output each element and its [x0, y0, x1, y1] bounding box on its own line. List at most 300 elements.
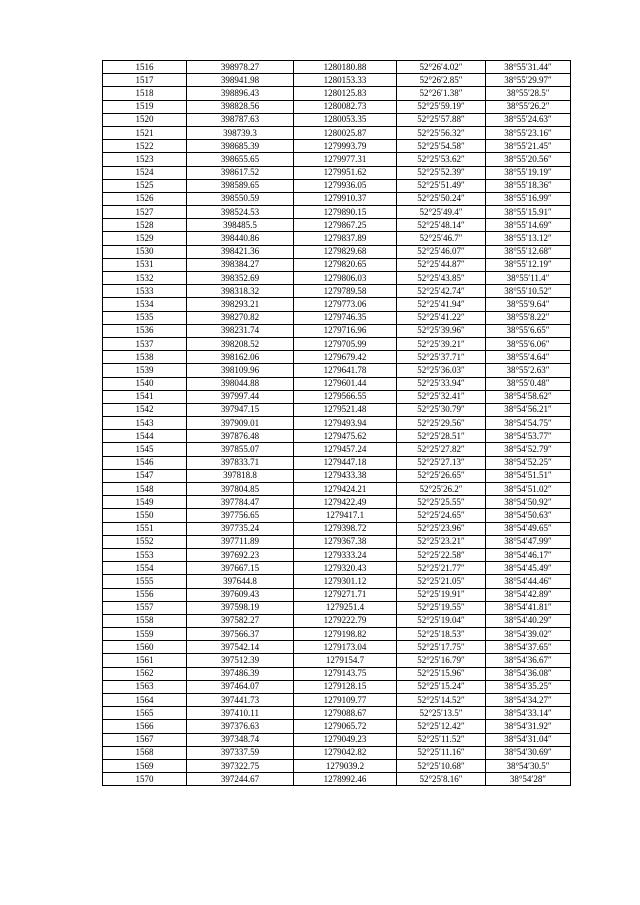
x-coordinate-cell: 398524.53	[187, 206, 294, 219]
longitude-cell: 38°54′41.81″	[486, 601, 571, 614]
latitude-cell: 52°25′23.96″	[397, 522, 486, 535]
latitude-cell: 52°25′30.79″	[397, 403, 486, 416]
x-coordinate-cell: 397376.63	[187, 720, 294, 733]
y-coordinate-cell: 1279042.82	[294, 746, 397, 759]
y-coordinate-cell: 1279143.75	[294, 667, 397, 680]
latitude-cell: 52°25′19.55″	[397, 601, 486, 614]
table-row	[103, 179, 571, 192]
point-number-cell: 1567	[103, 733, 187, 746]
longitude-cell: 38°55′29.97″	[486, 74, 571, 87]
latitude-cell: 52°25′37.71″	[397, 351, 486, 364]
latitude-cell: 52°25′39.21″	[397, 337, 486, 350]
table-row	[103, 232, 571, 245]
latitude-cell: 52°26′4.02″	[397, 61, 486, 74]
x-coordinate-cell: 398384.27	[187, 258, 294, 271]
latitude-cell: 52°25′39.96″	[397, 324, 486, 337]
table-row	[103, 720, 571, 733]
latitude-cell: 52°25′33.94″	[397, 377, 486, 390]
longitude-cell: 38°55′21.45″	[486, 140, 571, 153]
y-coordinate-cell: 1279601.44	[294, 377, 397, 390]
table-row	[103, 245, 571, 258]
x-coordinate-cell: 398589.65	[187, 179, 294, 192]
latitude-cell: 52°25′27.13″	[397, 456, 486, 469]
table-row	[103, 522, 571, 535]
x-coordinate-cell: 397947.15	[187, 403, 294, 416]
point-number-cell: 1545	[103, 443, 187, 456]
x-coordinate-cell: 398421.36	[187, 245, 294, 258]
x-coordinate-cell: 397876.48	[187, 430, 294, 443]
longitude-cell: 38°55′11.4″	[486, 272, 571, 285]
x-coordinate-cell: 397512.39	[187, 654, 294, 667]
longitude-cell: 38°55′0.48″	[486, 377, 571, 390]
point-number-cell: 1560	[103, 641, 187, 654]
longitude-cell: 38°55′12.19″	[486, 258, 571, 271]
table-row	[103, 258, 571, 271]
table-row	[103, 654, 571, 667]
y-coordinate-cell: 1279088.67	[294, 707, 397, 720]
latitude-cell: 52°25′19.91″	[397, 588, 486, 601]
x-coordinate-cell: 397784.47	[187, 496, 294, 509]
latitude-cell: 52°25′23.21″	[397, 535, 486, 548]
table-row	[103, 166, 571, 179]
longitude-cell: 38°55′20.56″	[486, 153, 571, 166]
latitude-cell: 52°25′13.5″	[397, 707, 486, 720]
x-coordinate-cell: 397756.65	[187, 509, 294, 522]
x-coordinate-cell: 397348.74	[187, 733, 294, 746]
latitude-cell: 52°25′56.32″	[397, 126, 486, 139]
latitude-cell: 52°25′29.56″	[397, 417, 486, 430]
point-number-cell: 1542	[103, 403, 187, 416]
point-number-cell: 1556	[103, 588, 187, 601]
latitude-cell: 52°25′14.52″	[397, 694, 486, 707]
longitude-cell: 38°54′51.51″	[486, 469, 571, 482]
x-coordinate-cell: 398550.59	[187, 192, 294, 205]
y-coordinate-cell: 1280082.73	[294, 100, 397, 113]
longitude-cell: 38°55′26.2″	[486, 100, 571, 113]
latitude-cell: 52°25′52.39″	[397, 166, 486, 179]
y-coordinate-cell: 1279716.96	[294, 324, 397, 337]
table-row	[103, 733, 571, 746]
longitude-cell: 38°55′24.63″	[486, 113, 571, 126]
x-coordinate-cell: 397609.43	[187, 588, 294, 601]
y-coordinate-cell: 1279837.89	[294, 232, 397, 245]
x-coordinate-cell: 397711.89	[187, 535, 294, 548]
x-coordinate-cell: 398352.69	[187, 272, 294, 285]
longitude-cell: 38°55′18.36″	[486, 179, 571, 192]
x-coordinate-cell: 398485.5	[187, 219, 294, 232]
x-coordinate-cell: 397692.23	[187, 548, 294, 561]
longitude-cell: 38°54′31.04″	[486, 733, 571, 746]
x-coordinate-cell: 397322.75	[187, 759, 294, 772]
table-row	[103, 601, 571, 614]
table-row	[103, 614, 571, 627]
x-coordinate-cell: 398685.39	[187, 140, 294, 153]
longitude-cell: 38°54′36.08″	[486, 667, 571, 680]
x-coordinate-cell: 398978.27	[187, 61, 294, 74]
point-number-cell: 1569	[103, 759, 187, 772]
latitude-cell: 52°25′44.87″	[397, 258, 486, 271]
longitude-cell: 38°54′34.27″	[486, 694, 571, 707]
latitude-cell: 52°25′53.62″	[397, 153, 486, 166]
latitude-cell: 52°25′41.94″	[397, 298, 486, 311]
longitude-cell: 38°55′14.69″	[486, 219, 571, 232]
latitude-cell: 52°25′26.2″	[397, 483, 486, 496]
y-coordinate-cell: 1279367.38	[294, 535, 397, 548]
y-coordinate-cell: 1278992.46	[294, 773, 397, 786]
point-number-cell: 1520	[103, 113, 187, 126]
table-row	[103, 87, 571, 100]
x-coordinate-cell: 397598.19	[187, 601, 294, 614]
point-number-cell: 1522	[103, 140, 187, 153]
table-row	[103, 337, 571, 350]
x-coordinate-cell: 398896.43	[187, 87, 294, 100]
point-number-cell: 1548	[103, 483, 187, 496]
y-coordinate-cell: 1279333.24	[294, 548, 397, 561]
y-coordinate-cell: 1279977.31	[294, 153, 397, 166]
x-coordinate-cell: 398617.52	[187, 166, 294, 179]
y-coordinate-cell: 1279222.79	[294, 614, 397, 627]
latitude-cell: 52°25′46.07″	[397, 245, 486, 258]
x-coordinate-cell: 397909.01	[187, 417, 294, 430]
latitude-cell: 52°25′49.4″	[397, 206, 486, 219]
table-row	[103, 456, 571, 469]
point-number-cell: 1564	[103, 694, 187, 707]
y-coordinate-cell: 1280153.33	[294, 74, 397, 87]
x-coordinate-cell: 397441.73	[187, 694, 294, 707]
x-coordinate-cell: 398828.56	[187, 100, 294, 113]
table-row	[103, 351, 571, 364]
table-row	[103, 562, 571, 575]
table-row	[103, 430, 571, 443]
longitude-cell: 38°54′45.49″	[486, 562, 571, 575]
point-number-cell: 1562	[103, 667, 187, 680]
x-coordinate-cell: 398655.65	[187, 153, 294, 166]
y-coordinate-cell: 1279951.62	[294, 166, 397, 179]
y-coordinate-cell: 1279039.2	[294, 759, 397, 772]
x-coordinate-cell: 397735.24	[187, 522, 294, 535]
x-coordinate-cell: 397644.8	[187, 575, 294, 588]
y-coordinate-cell: 1279806.03	[294, 272, 397, 285]
point-number-cell: 1534	[103, 298, 187, 311]
y-coordinate-cell: 1279271.71	[294, 588, 397, 601]
x-coordinate-cell: 398044.88	[187, 377, 294, 390]
y-coordinate-cell: 1279109.77	[294, 694, 397, 707]
x-coordinate-cell: 397804.85	[187, 483, 294, 496]
latitude-cell: 52°25′19.04″	[397, 614, 486, 627]
latitude-cell: 52°25′59.19″	[397, 100, 486, 113]
longitude-cell: 38°54′46.17″	[486, 548, 571, 561]
point-number-cell: 1540	[103, 377, 187, 390]
x-coordinate-cell: 397337.59	[187, 746, 294, 759]
y-coordinate-cell: 1279493.94	[294, 417, 397, 430]
longitude-cell: 38°55′31.44″	[486, 61, 571, 74]
longitude-cell: 38°55′9.64″	[486, 298, 571, 311]
latitude-cell: 52°25′21.05″	[397, 575, 486, 588]
x-coordinate-cell: 398293.21	[187, 298, 294, 311]
x-coordinate-cell: 397997.44	[187, 390, 294, 403]
table-row	[103, 403, 571, 416]
point-number-cell: 1525	[103, 179, 187, 192]
y-coordinate-cell: 1279867.25	[294, 219, 397, 232]
longitude-cell: 38°54′37.65″	[486, 641, 571, 654]
longitude-cell: 38°54′35.25″	[486, 680, 571, 693]
latitude-cell: 52°25′27.82″	[397, 443, 486, 456]
point-number-cell: 1557	[103, 601, 187, 614]
table-row	[103, 694, 571, 707]
y-coordinate-cell: 1279128.15	[294, 680, 397, 693]
y-coordinate-cell: 1279154.7	[294, 654, 397, 667]
table-row	[103, 496, 571, 509]
y-coordinate-cell: 1280053.35	[294, 113, 397, 126]
table-row	[103, 483, 571, 496]
point-number-cell: 1531	[103, 258, 187, 271]
point-number-cell: 1547	[103, 469, 187, 482]
x-coordinate-cell: 397244.67	[187, 773, 294, 786]
point-number-cell: 1536	[103, 324, 187, 337]
longitude-cell: 38°54′31.92″	[486, 720, 571, 733]
point-number-cell: 1568	[103, 746, 187, 759]
x-coordinate-cell: 398787.63	[187, 113, 294, 126]
latitude-cell: 52°25′43.85″	[397, 272, 486, 285]
x-coordinate-cell: 397410.11	[187, 707, 294, 720]
longitude-cell: 38°55′13.12″	[486, 232, 571, 245]
y-coordinate-cell: 1280125.83	[294, 87, 397, 100]
latitude-cell: 52°25′17.75″	[397, 641, 486, 654]
table-row	[103, 469, 571, 482]
latitude-cell: 52°25′22.58″	[397, 548, 486, 561]
table-row	[103, 588, 571, 601]
longitude-cell: 38°55′19.19″	[486, 166, 571, 179]
latitude-cell: 52°25′18.53″	[397, 628, 486, 641]
table-row	[103, 417, 571, 430]
point-number-cell: 1550	[103, 509, 187, 522]
y-coordinate-cell: 1279457.24	[294, 443, 397, 456]
longitude-cell: 38°54′39.02″	[486, 628, 571, 641]
longitude-cell: 38°54′36.67″	[486, 654, 571, 667]
x-coordinate-cell: 397667.15	[187, 562, 294, 575]
point-number-cell: 1527	[103, 206, 187, 219]
y-coordinate-cell: 1279910.37	[294, 192, 397, 205]
longitude-cell: 38°55′23.16″	[486, 126, 571, 139]
y-coordinate-cell: 1279198.82	[294, 628, 397, 641]
table-row	[103, 324, 571, 337]
point-number-cell: 1544	[103, 430, 187, 443]
y-coordinate-cell: 1279773.06	[294, 298, 397, 311]
point-number-cell: 1538	[103, 351, 187, 364]
table-row	[103, 759, 571, 772]
coordinates-table-body	[103, 61, 571, 786]
point-number-cell: 1537	[103, 337, 187, 350]
table-row	[103, 74, 571, 87]
point-number-cell: 1530	[103, 245, 187, 258]
point-number-cell: 1529	[103, 232, 187, 245]
longitude-cell: 38°54′51.02″	[486, 483, 571, 496]
point-number-cell: 1535	[103, 311, 187, 324]
longitude-cell: 38°55′15.91″	[486, 206, 571, 219]
latitude-cell: 52°25′42.74″	[397, 285, 486, 298]
table-row	[103, 641, 571, 654]
table-row	[103, 311, 571, 324]
point-number-cell: 1516	[103, 61, 187, 74]
longitude-cell: 38°54′53.77″	[486, 430, 571, 443]
longitude-cell: 38°54′49.65″	[486, 522, 571, 535]
y-coordinate-cell: 1279993.79	[294, 140, 397, 153]
table-row	[103, 153, 571, 166]
table-row	[103, 298, 571, 311]
point-number-cell: 1553	[103, 548, 187, 561]
table-row	[103, 509, 571, 522]
table-row	[103, 285, 571, 298]
longitude-cell: 38°54′30.69″	[486, 746, 571, 759]
table-row	[103, 548, 571, 561]
longitude-cell: 38°54′33.14″	[486, 707, 571, 720]
longitude-cell: 38°55′2.63″	[486, 364, 571, 377]
point-number-cell: 1524	[103, 166, 187, 179]
point-number-cell: 1528	[103, 219, 187, 232]
table-row	[103, 377, 571, 390]
y-coordinate-cell: 1279422.49	[294, 496, 397, 509]
y-coordinate-cell: 1279475.62	[294, 430, 397, 443]
longitude-cell: 38°55′4.64″	[486, 351, 571, 364]
latitude-cell: 52°25′26.65″	[397, 469, 486, 482]
longitude-cell: 38°55′6.06″	[486, 337, 571, 350]
latitude-cell: 52°25′50.24″	[397, 192, 486, 205]
y-coordinate-cell: 1279789.58	[294, 285, 397, 298]
longitude-cell: 38°54′54.75″	[486, 417, 571, 430]
table-row	[103, 272, 571, 285]
y-coordinate-cell: 1279398.72	[294, 522, 397, 535]
table-row	[103, 628, 571, 641]
latitude-cell: 52°25′11.52″	[397, 733, 486, 746]
y-coordinate-cell: 1279301.12	[294, 575, 397, 588]
longitude-cell: 38°54′40.29″	[486, 614, 571, 627]
point-number-cell: 1549	[103, 496, 187, 509]
latitude-cell: 52°25′46.7″	[397, 232, 486, 245]
longitude-cell: 38°55′12.68″	[486, 245, 571, 258]
point-number-cell: 1554	[103, 562, 187, 575]
point-number-cell: 1532	[103, 272, 187, 285]
y-coordinate-cell: 1279173.04	[294, 641, 397, 654]
x-coordinate-cell: 398109.96	[187, 364, 294, 377]
latitude-cell: 52°26′1.38″	[397, 87, 486, 100]
point-number-cell: 1523	[103, 153, 187, 166]
latitude-cell: 52°25′28.51″	[397, 430, 486, 443]
point-number-cell: 1546	[103, 456, 187, 469]
latitude-cell: 52°25′8.16″	[397, 773, 486, 786]
table-row	[103, 680, 571, 693]
point-number-cell: 1558	[103, 614, 187, 627]
table-row	[103, 667, 571, 680]
point-number-cell: 1543	[103, 417, 187, 430]
y-coordinate-cell: 1279433.38	[294, 469, 397, 482]
x-coordinate-cell: 397464.07	[187, 680, 294, 693]
x-coordinate-cell: 398231.74	[187, 324, 294, 337]
y-coordinate-cell: 1279936.05	[294, 179, 397, 192]
longitude-cell: 38°55′8.22″	[486, 311, 571, 324]
point-number-cell: 1533	[103, 285, 187, 298]
x-coordinate-cell: 397818.8	[187, 469, 294, 482]
table-row	[103, 773, 571, 786]
latitude-cell: 52°25′54.58″	[397, 140, 486, 153]
latitude-cell: 52°25′10.68″	[397, 759, 486, 772]
table-row	[103, 390, 571, 403]
x-coordinate-cell: 398318.32	[187, 285, 294, 298]
y-coordinate-cell: 1279251.4	[294, 601, 397, 614]
point-number-cell: 1570	[103, 773, 187, 786]
y-coordinate-cell: 1279746.35	[294, 311, 397, 324]
point-number-cell: 1559	[103, 628, 187, 641]
longitude-cell: 38°54′44.46″	[486, 575, 571, 588]
y-coordinate-cell: 1279065.72	[294, 720, 397, 733]
table-row	[103, 126, 571, 139]
table-row	[103, 707, 571, 720]
latitude-cell: 52°25′32.41″	[397, 390, 486, 403]
point-number-cell: 1555	[103, 575, 187, 588]
longitude-cell: 38°54′47.99″	[486, 535, 571, 548]
longitude-cell: 38°54′42.89″	[486, 588, 571, 601]
table-row	[103, 443, 571, 456]
longitude-cell: 38°55′10.52″	[486, 285, 571, 298]
longitude-cell: 38°55′6.65″	[486, 324, 571, 337]
latitude-cell: 52°25′25.55″	[397, 496, 486, 509]
point-number-cell: 1566	[103, 720, 187, 733]
x-coordinate-cell: 398739.3	[187, 126, 294, 139]
x-coordinate-cell: 397486.39	[187, 667, 294, 680]
table-row	[103, 206, 571, 219]
latitude-cell: 52°25′21.77″	[397, 562, 486, 575]
longitude-cell: 38°54′56.21″	[486, 403, 571, 416]
point-number-cell: 1518	[103, 87, 187, 100]
x-coordinate-cell: 397855.07	[187, 443, 294, 456]
x-coordinate-cell: 397582.27	[187, 614, 294, 627]
y-coordinate-cell: 1279447.18	[294, 456, 397, 469]
longitude-cell: 38°54′58.62″	[486, 390, 571, 403]
latitude-cell: 52°25′16.79″	[397, 654, 486, 667]
y-coordinate-cell: 1280025.87	[294, 126, 397, 139]
table-row	[103, 113, 571, 126]
y-coordinate-cell: 1279424.21	[294, 483, 397, 496]
longitude-cell: 38°54′52.79″	[486, 443, 571, 456]
latitude-cell: 52°25′15.24″	[397, 680, 486, 693]
x-coordinate-cell: 397542.14	[187, 641, 294, 654]
point-number-cell: 1565	[103, 707, 187, 720]
point-number-cell: 1539	[103, 364, 187, 377]
table-row	[103, 535, 571, 548]
y-coordinate-cell: 1279641.78	[294, 364, 397, 377]
latitude-cell: 52°25′48.14″	[397, 219, 486, 232]
table-row	[103, 100, 571, 113]
latitude-cell: 52°26′2.85″	[397, 74, 486, 87]
x-coordinate-cell: 398270.82	[187, 311, 294, 324]
y-coordinate-cell: 1279890.15	[294, 206, 397, 219]
y-coordinate-cell: 1279049.23	[294, 733, 397, 746]
y-coordinate-cell: 1279705.99	[294, 337, 397, 350]
point-number-cell: 1551	[103, 522, 187, 535]
table-row	[103, 219, 571, 232]
x-coordinate-cell: 398941.98	[187, 74, 294, 87]
point-number-cell: 1552	[103, 535, 187, 548]
y-coordinate-cell: 1280180.88	[294, 61, 397, 74]
coordinates-table	[102, 60, 571, 786]
latitude-cell: 52°25′51.49″	[397, 179, 486, 192]
longitude-cell: 38°55′16.99″	[486, 192, 571, 205]
y-coordinate-cell: 1279566.55	[294, 390, 397, 403]
latitude-cell: 52°25′11.16″	[397, 746, 486, 759]
point-number-cell: 1521	[103, 126, 187, 139]
longitude-cell: 38°54′52.25″	[486, 456, 571, 469]
y-coordinate-cell: 1279521.48	[294, 403, 397, 416]
longitude-cell: 38°54′50.63″	[486, 509, 571, 522]
